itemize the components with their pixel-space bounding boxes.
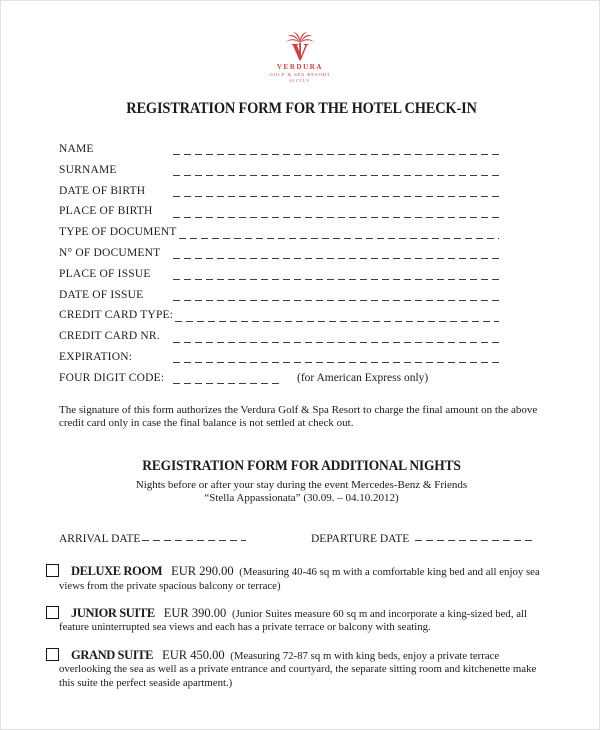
brand-tagline: SICILY [289, 77, 311, 83]
room-options [59, 564, 544, 690]
deluxe-room-name: DELUXE ROOM [71, 564, 163, 579]
number-of-document-input-line[interactable] [171, 243, 499, 264]
type-of-document-input-line[interactable] [177, 222, 499, 243]
event-subtitle-line1: Nights before or after your stay during the event Mercedes-Benz & Friends [135, 478, 468, 491]
arrival-date-input-line[interactable] [140, 533, 246, 545]
grand-suite-checkbox[interactable] [46, 648, 59, 661]
place-of-issue-input-line[interactable] [171, 263, 499, 284]
checkin-form-title: REGISTRATION FORM FOR THE HOTEL CHECK-IN [126, 99, 477, 117]
credit-card-nr-input-line[interactable] [171, 326, 499, 347]
date-of-birth-label: DATE OF BIRTH [59, 184, 146, 197]
deluxe-room-price: EUR 290.00 [171, 564, 234, 579]
place-of-issue-label: PLACE OF ISSUE [59, 267, 151, 280]
date-of-birth-input-line[interactable] [171, 180, 499, 201]
field-row-date-of-birth [59, 180, 499, 201]
room-option-junior-suite [59, 606, 544, 635]
field-row-place-of-birth [59, 201, 499, 222]
field-row-credit-card-type [59, 305, 499, 326]
field-row-place-of-issue [59, 263, 499, 284]
junior-suite-checkbox[interactable] [46, 606, 59, 619]
four-digit-code-label: FOUR DIGIT CODE: [59, 371, 165, 384]
departure-date-input-line[interactable] [413, 533, 532, 545]
surname-input-line[interactable] [171, 159, 499, 180]
signature-disclaimer: The signature of this form authorizes the Verdura Golf & Spa Resort to charge the final amount on the above credit card only in case the final balance is not settled at check out. [59, 404, 538, 430]
deluxe-room-description: (Measuring 40-46 sq m with a comfortable king bed and all enjoy sea views from the private spacious balcony or terrace) [59, 566, 540, 592]
credit-card-type-label: CREDIT CARD TYPE: [59, 309, 174, 322]
brand-subtitle: GOLF & SPA RESORT [269, 71, 331, 77]
logo-v-letter: V [291, 40, 309, 66]
additional-nights-title: REGISTRATION FORM FOR ADDITIONAL NIGHTS [142, 457, 461, 474]
departure-date-group [311, 533, 532, 545]
grand-suite-name: GRAND SUITE [71, 647, 154, 662]
field-row-four-digit-code [59, 367, 499, 388]
field-row-expiration [59, 347, 499, 368]
place-of-birth-label: PLACE OF BIRTH [59, 205, 153, 218]
type-of-document-label: TYPE OF DOCUMENT [59, 226, 177, 239]
field-row-date-of-issue [59, 284, 499, 305]
expiration-label: EXPIRATION: [59, 350, 133, 363]
event-subtitle-line2: “Stella Appassionata” (30.09. – 04.10.2012) [204, 492, 399, 505]
arrival-date-group [59, 533, 311, 545]
credit-card-nr-label: CREDIT CARD NR. [59, 330, 160, 343]
room-option-grand-suite [59, 648, 544, 690]
deluxe-room-checkbox[interactable] [46, 564, 59, 577]
number-of-document-label: N° OF DOCUMENT [59, 246, 161, 259]
surname-label: SURNAME [59, 163, 117, 176]
field-row-surname [59, 159, 499, 180]
credit-card-type-input-line[interactable] [173, 305, 499, 326]
brand-name: VERDURA [276, 63, 324, 71]
grand-suite-description: (Measuring 72-87 sq m with king beds, enjoy a private terrace overlooking the sea as well as a private entrance and courtyard, the separate sitting room and kitchenette make this suite the perfect seaside apartment.) [59, 649, 537, 689]
arrival-date-label: ARRIVAL DATE [59, 533, 141, 546]
room-option-deluxe [59, 564, 544, 593]
checkin-fields [59, 139, 499, 389]
field-row-name [59, 139, 499, 160]
field-row-type-of-document [59, 222, 499, 243]
amex-only-note: (for American Express only) [297, 371, 429, 384]
verdura-logo [59, 31, 541, 83]
grand-suite-price: EUR 450.00 [162, 647, 225, 662]
junior-suite-description: (Junior Suites measure 60 sq m and incorporate a king-sized bed, all feature uninterrupted sea views and each has a private terrace or balcony with seating. [59, 607, 528, 634]
name-input-line[interactable] [171, 139, 499, 160]
date-of-issue-label: DATE OF ISSUE [59, 288, 144, 301]
junior-suite-price: EUR 390.00 [163, 605, 227, 620]
field-row-credit-card-nr [59, 326, 499, 347]
name-label: NAME [59, 142, 94, 155]
place-of-birth-input-line[interactable] [171, 201, 499, 222]
field-row-number-of-document [59, 243, 499, 264]
date-of-issue-input-line[interactable] [171, 284, 499, 305]
departure-date-label: DEPARTURE DATE [311, 533, 410, 546]
dates-row [59, 533, 544, 545]
expiration-input-line[interactable] [171, 347, 499, 368]
four-digit-code-input-line[interactable] [171, 367, 283, 388]
junior-suite-name: JUNIOR SUITE [71, 605, 155, 620]
